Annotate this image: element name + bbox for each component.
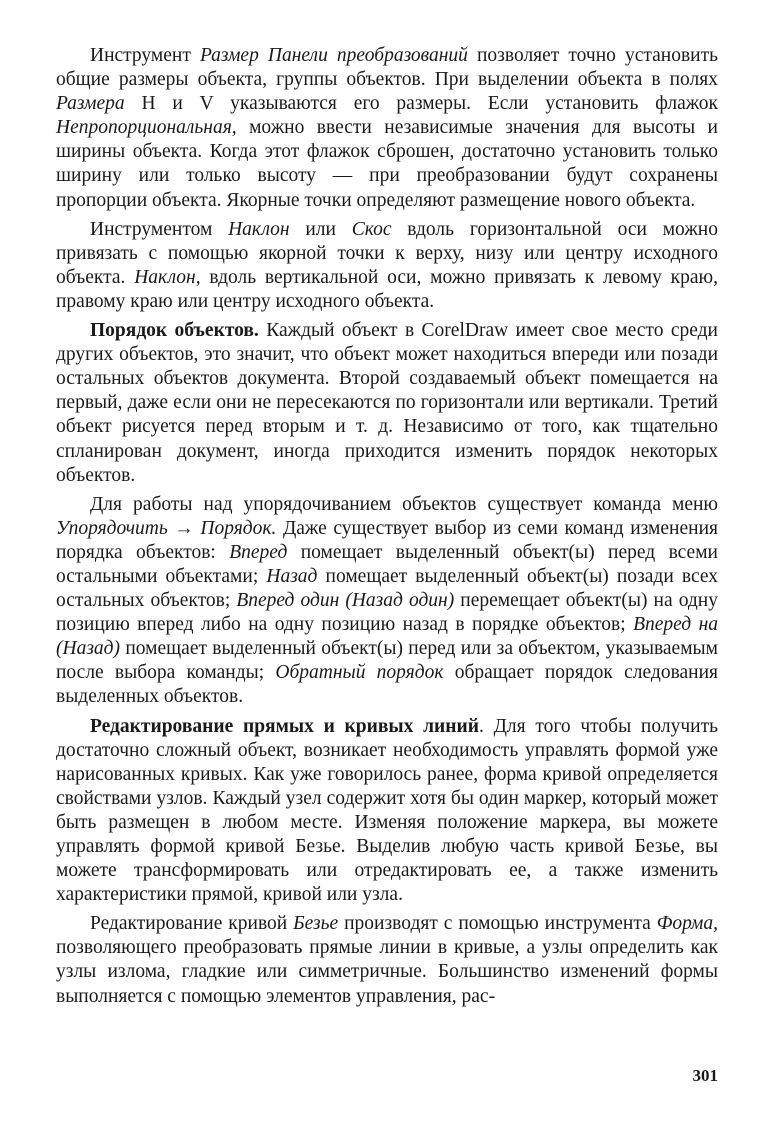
text-run: обращает порядок следования выделенных объектов. [56,662,719,708]
text-run: позволяющего преобразовать прямые линии в кривые, а узлы определить как узлы излома, гладкие или симметричные. Большинство изменений формы выполняется с помощью элементов управления, рас- [56,937,718,1007]
italic-term: Непропорциональная, [56,117,237,139]
text-run: можно ввести независимые значения для высоты и ширины объекта. Когда этот флажок сброшен, достаточно установить только ширину или только высоту — при преобразовании будут сохранены пропорции объекта. Якорные точки определяют размещение нового объекта. [56,117,718,211]
text-run: вдоль вертикальной оси, можно привязать к левому краю, правому краю или центру исходного объекта. [56,266,718,312]
text-run: или [289,218,352,240]
italic-term: Размера [56,93,125,115]
page-text [56,44,718,1009]
paragraph [56,912,718,1008]
text-run: производят с помощью инструмента [338,913,657,935]
italic-term: Назад [266,565,318,587]
italic-term: Упорядочить → Порядок. [56,517,277,539]
bold-heading: Порядок объектов. [90,320,259,342]
text-run: Инструмент [90,45,200,66]
italic-term: Вперед на (Назад) [56,614,718,660]
italic-term: Безье [293,913,339,935]
italic-term: Наклон [228,218,290,240]
text-run: H и V указываются его размеры. Если установить флажок [124,93,718,115]
italic-term: Размер Панели преобразований [199,45,468,66]
italic-term: Форма, [656,913,718,935]
text-run: помещает выделенный объект(ы) перед или за объектом, указываемым после выбора команды; [56,638,718,684]
text-run: Каждый объект в CorelDraw имеет свое место среди других объектов, это значит, что объект может находиться впереди или позади остальных объектов документа. Второй создаваемый объект помещается на первый, даже если они не пересекаются по горизонтали или вертикали. Третий объект рисуется перед вторым и т. д. Независимо от того, как тщательно спланирован документ, иногда приходится изменить порядок некоторых объектов. [56,320,718,486]
text-run: помещает выделенный объект(ы) позади всех остальных объектов; [56,565,719,612]
text-run: . Для того чтобы получить достаточно сложный объект, возникает необходимость управлять формой уже нарисованных кривых. Как уже говорилось ранее, форма кривой определяется свойствами узлов. Каждый узел содержит хотя бы один маркер, который может быть размещен в любом месте. Изменяя положение маркера, вы можете управлять формой кривой Безье. Выделив любую часть кривой Безье, вы можете трансформировать или отредактировать ее, а также изменить характеристики прямой, кривой или узла. [56,715,718,906]
paragraph [56,493,718,710]
italic-term: Вперед [229,541,288,563]
text-run: Даже существует выбор из семи команд изменения порядка объектов: [56,517,718,563]
text-run: Редактирование кривой [90,913,294,935]
italic-term: Вперед один (Назад один) [236,590,455,612]
italic-term: Обратный порядок [275,662,444,684]
paragraph [56,218,718,314]
text-run: перемещает объект(ы) на одну позицию вперед либо на одну позицию назад в порядке объектов; [56,590,718,636]
text-run: позволяет точно установить общие размеры объекта, группы объектов. При выделении объекта в полях [56,45,719,91]
text-run: помещает выделенный объект(ы) перед всеми остальными объектами; [56,541,718,587]
text-run: Инструментом [90,218,229,240]
page-number: 301 [692,1066,718,1085]
paragraph [56,44,718,213]
italic-term: Наклон, [134,266,201,288]
italic-term: Скос [351,218,392,240]
bold-heading: Редактирование прямых и кривых линий [90,715,479,737]
paragraph [56,319,718,488]
paragraph [56,715,718,908]
text-run: Для работы над упорядочиванием объектов существует команда меню [90,493,718,515]
text-run: вдоль горизонтальной оси можно привязать с помощью якорной точки к верху, низу или центру исходного объекта. [56,218,718,288]
